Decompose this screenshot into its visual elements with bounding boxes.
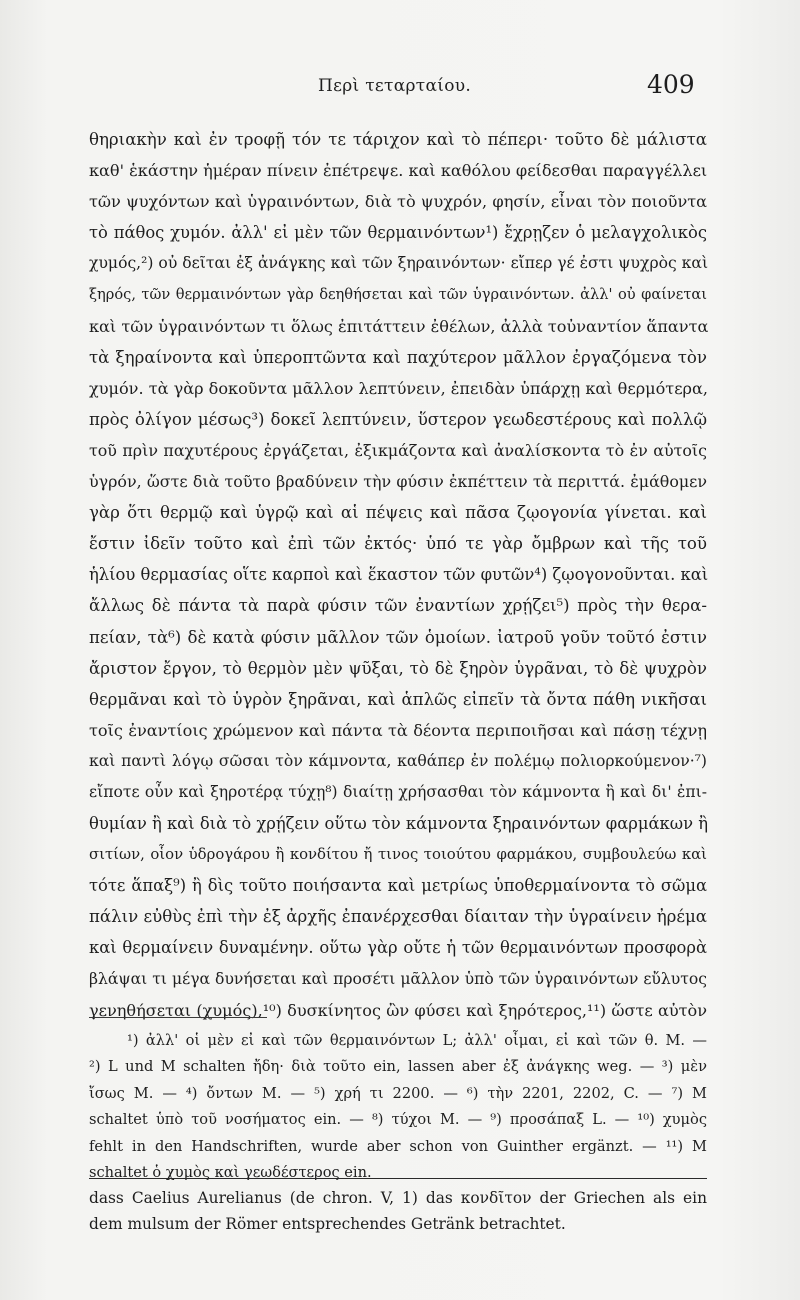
text-line: θηριακὴν καὶ ἐν τροφῇ τόν τε τάριχον καὶ τὸ πέπερι· τοῦτο δὲ μάλιστα	[89, 130, 707, 149]
text-line: θυμίαν ἢ καὶ διὰ τὸ χρῄζειν οὕτω τὸν κάμνοντα ξηραινόντων φαρμάκων ἢ	[89, 814, 709, 834]
text-line: τοῦ πρὶν παχυτέρους ἐργάζεται, ἐξικμάζοντα καὶ ἀναλίσκοντα τὸ ἐν αὐτοῖς	[89, 440, 707, 460]
text-line: τὸ πάθος χυμόν. ἀλλ' εἰ μὲν τῶν θερμαινόντων¹) ἔχρῃζεν ὁ μελαγχολικὸς	[89, 223, 707, 243]
text-line: σιτίων, οἷον ὑδρογάρου ἢ κονδίτου ἤ τινος τοιούτου φαρμάκου, συμβουλεύω καὶ	[89, 845, 707, 864]
text-line: τοῖς ἐναντίοις χρώμενον καὶ πάντα τὰ δέοντα περιποιῆσαι καὶ πάσῃ τέχνῃ	[89, 720, 707, 740]
footnote-line: ²) L und M schalten ἤδη· διὰ τοῦτο ein, lassen aber ἐξ ἀνάγκης weg. — ³) μὲν	[89, 1058, 707, 1076]
text-line: ξηρός, τῶν θερμαινόντων γὰρ δεηθήσεται καὶ τῶν ὑγραινόντων. ἀλλ' οὐ φαίνεται	[89, 286, 707, 304]
text-line: βλάψαι τι μέγα δυνήσεται καὶ προσέτι μᾶλλον ὑπὸ τῶν ὑγραινόντων εὔλυτος	[89, 969, 707, 988]
running-title: Περὶ τεταρταίου.	[318, 76, 472, 96]
footnote-line: ¹) ἀλλ' οἱ μὲν εἰ καὶ τῶν θερμαινόντων L; ἀλλ' οἶμαι, εἰ καὶ τῶν θ. M. —	[127, 1032, 707, 1049]
text-line: καὶ παντὶ λόγῳ σῶσαι τὸν κάμνοντα, καθάπερ ἐν πολέμῳ πολιορκούμενον·⁷)	[89, 751, 707, 770]
footnote-line: fehlt in den Handschriften, wurde aber schon von Guinther ergänzt. — ¹¹) M	[89, 1137, 707, 1155]
text-line: καθ' ἑκάστην ἡμέραν πίνειν ἐπέτρεψε. καὶ καθόλου φείδεσθαι παραγγέλλει	[89, 161, 708, 181]
continuation-line: dem mulsum der Römer entsprechendes Getränk betrachtet.	[89, 1215, 566, 1233]
footnote-rule	[89, 1017, 267, 1018]
footnote-line: schaltet ὑπὸ τοῦ νοσήματος ein. — ⁸) τύχοι M. — ⁹) προσάπαξ L. — ¹⁰) χυμὸς	[89, 1111, 707, 1129]
footnote-line: schaltet ὁ χυμὸς καὶ γεωδέστερος ein.	[89, 1163, 372, 1181]
text-line: γὰρ ὅτι θερμῷ καὶ ὑγρῷ καὶ αἱ πέψεις καὶ πᾶσα ζῳογονία γίνεται. καὶ	[89, 503, 707, 523]
text-line: τὰ ξηραίνοντα καὶ ὑπεροπτῶντα καὶ παχύτερον μᾶλλον ἐργαζόμενα τὸν	[89, 347, 707, 367]
text-line: εἴποτε οὖν καὶ ξηροτέρᾳ τύχῃ⁸) διαίτῃ χρήσασθαι τὸν κάμνοντα ἢ καὶ δι' ἐπι-	[89, 782, 707, 801]
footnote-line: ἴσως M. — ⁴) ὄντων M. — ⁵) χρή τι 2200. — ⁶) τὴν 2201, 2202, C. — ⁷) M	[89, 1084, 707, 1102]
text-line: πρὸς ὀλίγον μέσως³) δοκεῖ λεπτύνειν, ὕστερον γεωδεστέρους καὶ πολλῷ	[89, 409, 707, 429]
text-line: γενηθήσεται (χυμός),¹⁰) δυσκίνητος ὢν φύσει καὶ ξηρότερος,¹¹) ὥστε αὐτὸν	[89, 1000, 707, 1020]
section-separator	[89, 1178, 707, 1179]
continuation-text-block	[89, 1185, 707, 1237]
text-line: ἄριστον ἔργον, τὸ θερμὸν μὲν ψῦξαι, τὸ δὲ ξηρὸν ὑγρᾶναι, τὸ δὲ ψυχρὸν	[89, 658, 707, 678]
text-line: χυμός,²) οὐ δεῖται ἐξ ἀνάγκης καὶ τῶν ξηραινόντων· εἴπερ γέ ἐστι ψυχρὸς καὶ	[89, 254, 709, 273]
text-line: τῶν ψυχόντων καὶ ὑγραινόντων, διὰ τὸ ψυχρόν, φησίν, εἶναι τὸν ποιοῦντα	[89, 192, 707, 212]
page-number: 409	[647, 70, 695, 99]
text-line: τότε ἅπαξ⁹) ἢ δὶς τοῦτο ποιήσαντα καὶ μετρίως ὑποθερμαίνοντα τὸ σῶμα	[89, 876, 707, 896]
text-line: ἄλλως δὲ πάντα τὰ παρὰ φύσιν τῶν ἐναντίων χρῄζει⁵) πρὸς τὴν θερα-	[89, 596, 707, 616]
running-head	[0, 72, 800, 102]
text-line: ἡλίου θερμασίας οἵτε καρποὶ καὶ ἕκαστον τῶν φυτῶν⁴) ζῳογονοῦνται. καὶ	[89, 565, 709, 585]
text-line: πάλιν εὐθὺς ἐπὶ τὴν ἐξ ἀρχῆς ἐπανέρχεσθαι δίαιταν τὴν ὑγραίνειν ἠρέμα	[89, 907, 707, 927]
text-line: θερμᾶναι καὶ τὸ ὑγρὸν ξηρᾶναι, καὶ ἁπλῶς εἰπεῖν τὰ ὄντα πάθη νικῆσαι	[89, 689, 707, 709]
text-line: χυμόν. τὰ γὰρ δοκοῦντα μᾶλλον λεπτύνειν, ἐπειδὰν ὑπάρχῃ καὶ θερμότερα,	[89, 378, 708, 398]
text-line: πείαν, τὰ⁶) δὲ κατὰ φύσιν μᾶλλον τῶν ὁμοίων. ἰατροῦ γοῦν τοῦτό ἐστιν	[89, 627, 707, 647]
main-text-block	[89, 124, 707, 1026]
text-line: ὑγρόν, ὥστε διὰ τοῦτο βραδύνειν τὴν φύσιν ἐκπέττειν τὰ περιττά. ἐμάθομεν	[89, 472, 707, 492]
continuation-line: dass Caelius Aurelianus (de chron. V, 1) das κονδῖτον der Griechen als ein	[89, 1189, 707, 1207]
text-line: ἔστιν ἰδεῖν τοῦτο καὶ ἐπὶ τῶν ἐκτός· ὑπό τε γὰρ ὄμβρων καὶ τῆς τοῦ	[89, 534, 707, 554]
footnotes-block	[89, 1028, 707, 1186]
text-line: καὶ τῶν ὑγραινόντων τι ὅλως ἐπιτάττειν ἐθέλων, ἀλλὰ τοὐναντίον ἅπαντα	[89, 316, 709, 336]
text-line: καὶ θερμαίνειν δυναμένην. οὕτω γὰρ οὔτε ἡ τῶν θερμαινόντων προσφορὰ	[89, 938, 707, 958]
